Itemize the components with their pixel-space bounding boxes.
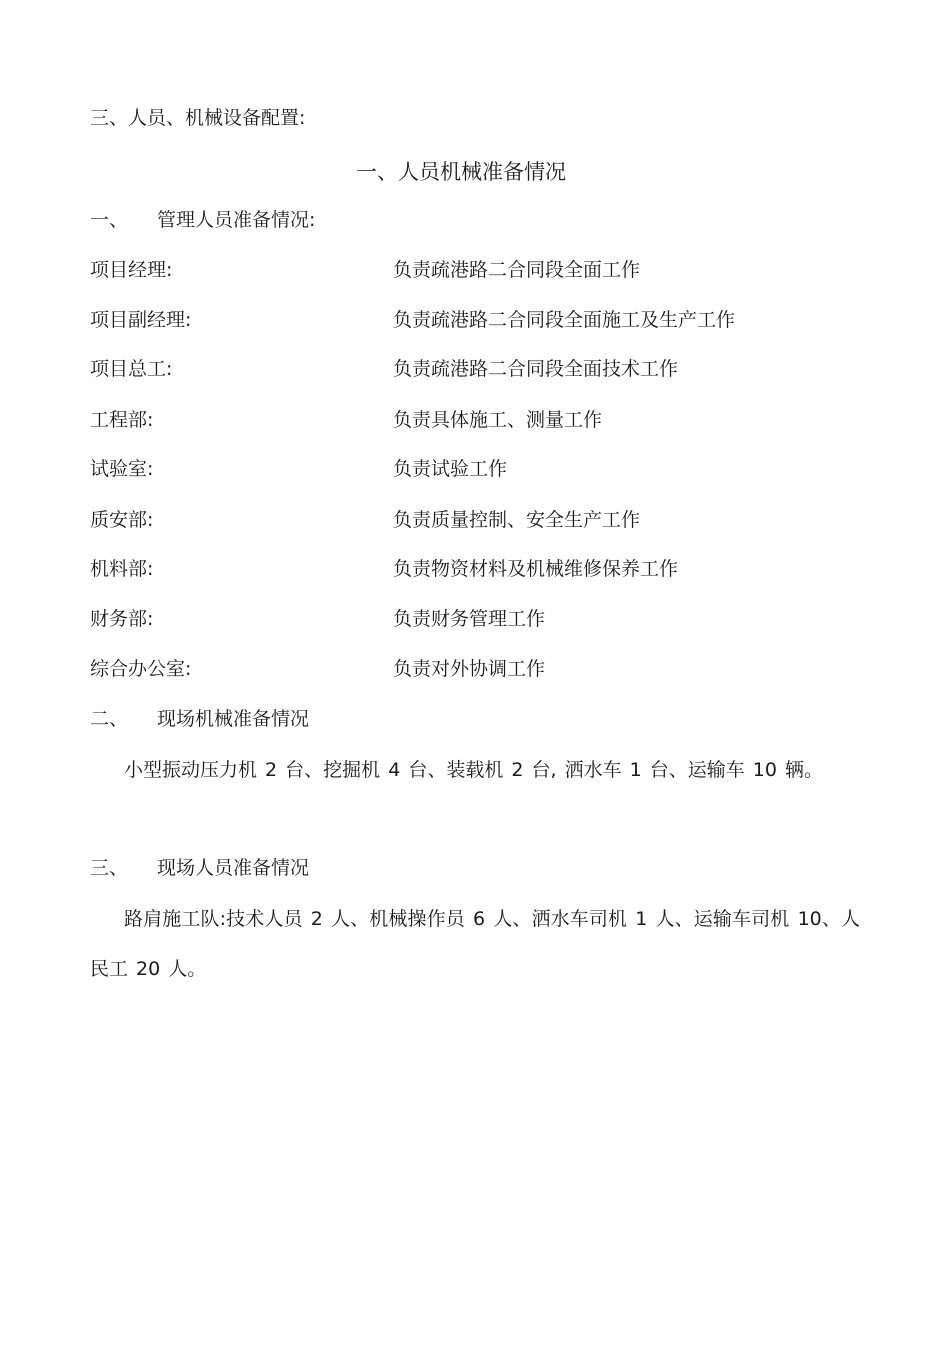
subsection-2-number: 二、 (90, 708, 129, 730)
role-label: 工程部: (90, 409, 154, 431)
role-label: 项目副经理: (90, 309, 192, 331)
role-label: 综合办公室: (90, 658, 192, 680)
role-duty: 负责财务管理工作 (393, 608, 546, 630)
role-label: 项目总工: (90, 358, 173, 380)
subsection-1-number: 一、 (90, 209, 129, 231)
role-label: 机料部: (90, 558, 154, 580)
subsection-3-number: 三、 (90, 857, 129, 879)
subsection-3-title: 现场人员准备情况 (157, 857, 310, 879)
role-duty: 负责试验工作 (393, 458, 508, 480)
role-duty: 负责质量控制、安全生产工作 (393, 509, 641, 531)
role-duty: 负责具体施工、测量工作 (393, 409, 603, 431)
role-duty: 负责对外协调工作 (393, 658, 546, 680)
machinery-paragraph: 小型振动压力机 2 台、挖掘机 4 台、装载机 2 台, 洒水车 1 台、运输车 10 辆。 (124, 759, 824, 781)
subsection-2-title: 现场机械准备情况 (157, 708, 310, 730)
role-duty: 负责疏港路二合同段全面工作 (393, 259, 641, 281)
subsection-1-title: 管理人员准备情况: (157, 209, 316, 231)
role-label: 财务部: (90, 608, 154, 630)
role-duty: 负责疏港路二合同段全面施工及生产工作 (393, 309, 736, 331)
personnel-paragraph: 路肩施工队:技术人员 2 人、机械操作员 6 人、洒水车司机 1 人、运输车司机 10、人民工 20 人。 (90, 908, 860, 980)
role-label: 项目经理: (90, 259, 173, 281)
role-duty: 负责疏港路二合同段全面技术工作 (393, 358, 679, 380)
main-heading: 一、人员机械准备情况 (356, 160, 566, 184)
section-title: 三、人员、机械设备配置: (90, 107, 306, 129)
role-duty: 负责物资材料及机械维修保养工作 (393, 558, 679, 580)
role-label: 试验室: (90, 458, 154, 480)
role-label: 质安部: (90, 509, 154, 531)
